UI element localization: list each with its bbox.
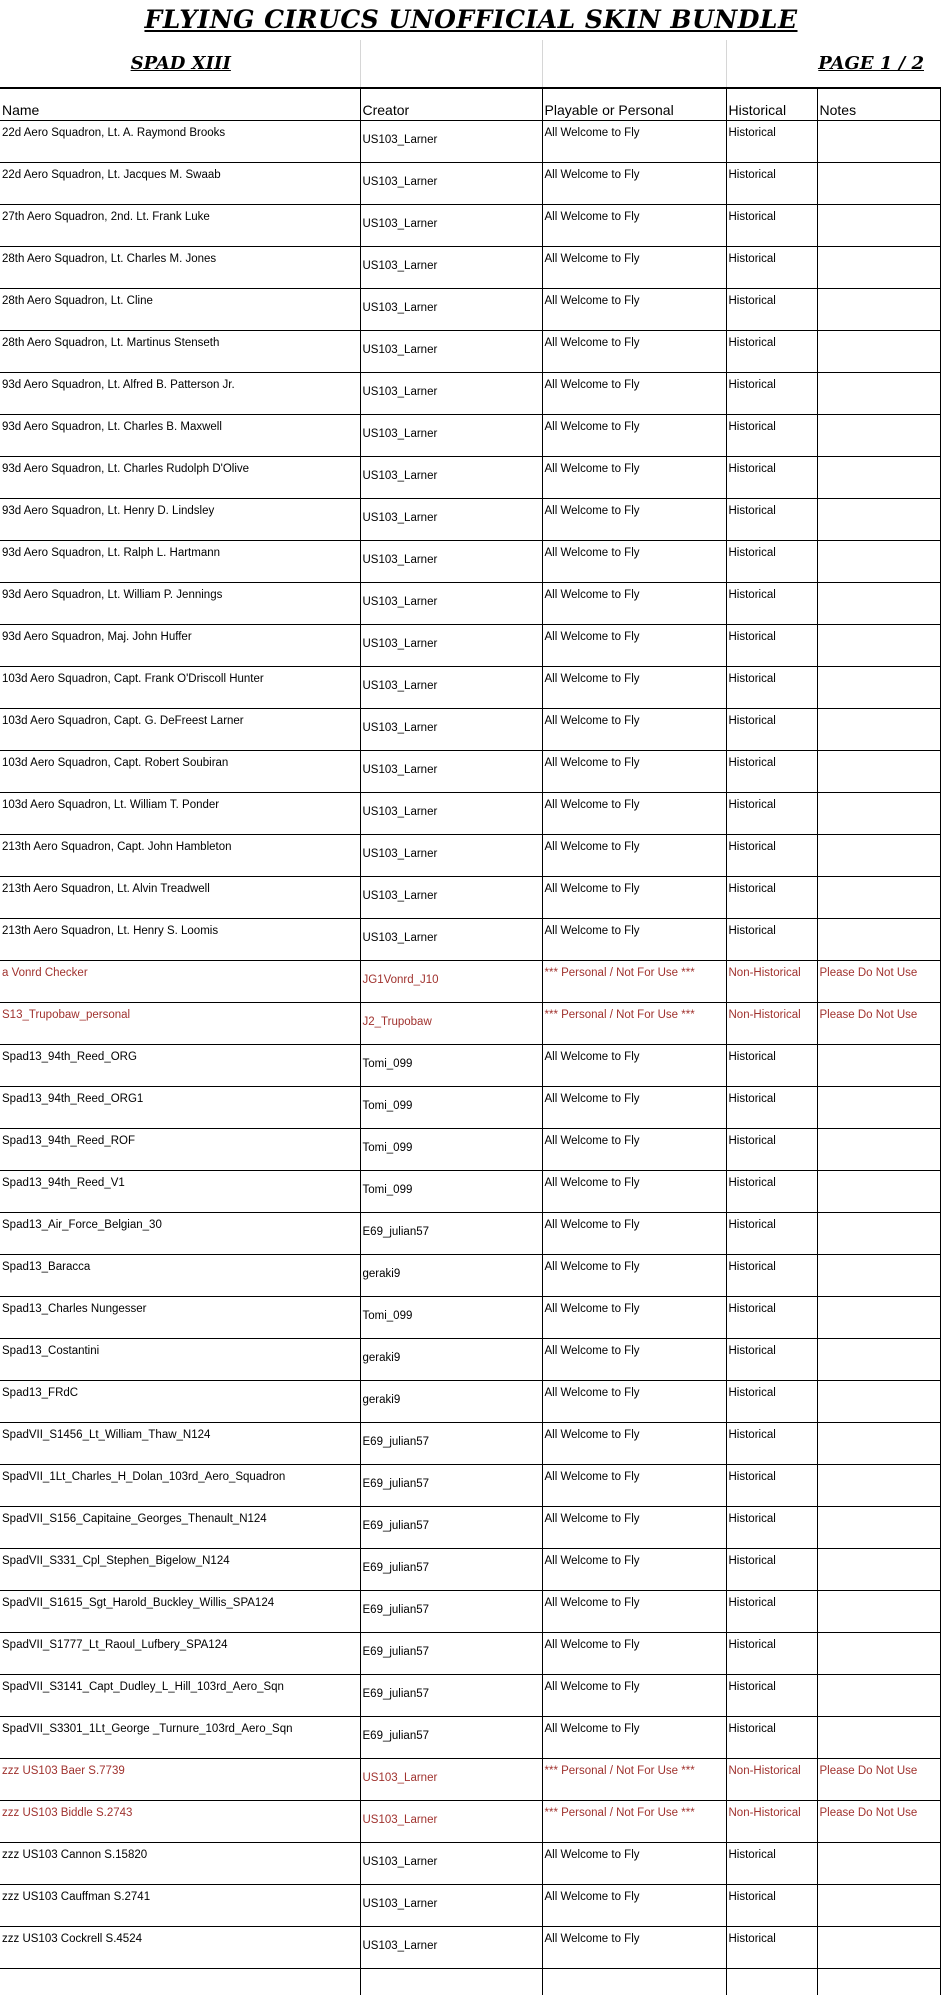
cell-creator: E69_julian57	[360, 1633, 542, 1675]
cell-notes	[817, 457, 940, 499]
cell-notes	[817, 1591, 940, 1633]
table-row	[0, 961, 940, 1003]
cell-notes	[817, 877, 940, 919]
cell-playable: All Welcome to Fly	[542, 751, 726, 793]
table-row	[0, 1297, 940, 1339]
cell-notes	[817, 667, 940, 709]
cell-notes	[817, 793, 940, 835]
cell-historical: Historical	[726, 1927, 817, 1969]
cell-playable: *** Personal / Not For Use ***	[542, 1003, 726, 1045]
cell-historical: Historical	[726, 1129, 817, 1171]
table-row	[0, 1339, 940, 1381]
cell-historical: Historical	[726, 541, 817, 583]
cell-playable: All Welcome to Fly	[542, 667, 726, 709]
cell-historical: Non-Historical	[726, 961, 817, 1003]
cell-notes	[817, 835, 940, 877]
cell-notes	[817, 1717, 940, 1759]
cell-notes	[817, 583, 940, 625]
cell-playable: All Welcome to Fly	[542, 835, 726, 877]
empty-row	[0, 1969, 940, 1995]
cell-name: zzz US103 Cannon S.15820	[0, 1843, 360, 1885]
table-row	[0, 877, 940, 919]
table-row	[0, 1423, 940, 1465]
column-header-historical: Historical	[726, 88, 817, 121]
cell-name: Spad13_94th_Reed_ROF	[0, 1129, 360, 1171]
cell-creator: US103_Larner	[360, 919, 542, 961]
table-row	[0, 373, 940, 415]
cell-creator: E69_julian57	[360, 1423, 542, 1465]
cell-notes	[817, 1843, 940, 1885]
cell-historical: Historical	[726, 709, 817, 751]
cell-playable: All Welcome to Fly	[542, 499, 726, 541]
cell-playable: All Welcome to Fly	[542, 583, 726, 625]
cell-playable: All Welcome to Fly	[542, 541, 726, 583]
cell-historical: Historical	[726, 1549, 817, 1591]
cell-playable: All Welcome to Fly	[542, 1381, 726, 1423]
cell-historical: Historical	[726, 1255, 817, 1297]
cell-creator: geraki9	[360, 1381, 542, 1423]
cell-historical: Historical	[726, 1423, 817, 1465]
cell-notes	[817, 541, 940, 583]
table-row	[0, 1843, 940, 1885]
cell-notes	[817, 709, 940, 751]
table-row	[0, 1759, 940, 1801]
cell-historical: Historical	[726, 247, 817, 289]
cell-historical: Historical	[726, 919, 817, 961]
cell-notes	[817, 1885, 940, 1927]
cell-historical: Historical	[726, 583, 817, 625]
empty-cell	[817, 1969, 940, 1995]
column-header-playable: Playable or Personal	[542, 88, 726, 121]
cell-historical: Historical	[726, 1591, 817, 1633]
cell-notes	[817, 1297, 940, 1339]
cell-creator: US103_Larner	[360, 415, 542, 457]
cell-creator: E69_julian57	[360, 1213, 542, 1255]
table-row	[0, 1213, 940, 1255]
cell-name: 93d Aero Squadron, Lt. Ralph L. Hartmann	[0, 541, 360, 583]
cell-notes	[817, 247, 940, 289]
cell-name: SpadVII_S1456_Lt_William_Thaw_N124	[0, 1423, 360, 1465]
subheader-row	[0, 40, 940, 88]
cell-playable: All Welcome to Fly	[542, 1087, 726, 1129]
cell-playable: All Welcome to Fly	[542, 1129, 726, 1171]
cell-historical: Historical	[726, 1885, 817, 1927]
cell-name: 213th Aero Squadron, Lt. Henry S. Loomis	[0, 919, 360, 961]
cell-historical: Historical	[726, 751, 817, 793]
cell-name: SpadVII_S1615_Sgt_Harold_Buckley_Willis_SPA124	[0, 1591, 360, 1633]
table-row	[0, 1255, 940, 1297]
cell-playable: All Welcome to Fly	[542, 877, 726, 919]
table-row	[0, 541, 940, 583]
cell-playable: All Welcome to Fly	[542, 1675, 726, 1717]
cell-playable: All Welcome to Fly	[542, 289, 726, 331]
cell-name: 22d Aero Squadron, Lt. A. Raymond Brooks	[0, 121, 360, 163]
table-row	[0, 1675, 940, 1717]
subheader-blank	[542, 40, 726, 88]
cell-creator: E69_julian57	[360, 1507, 542, 1549]
table-row	[0, 205, 940, 247]
cell-creator: US103_Larner	[360, 625, 542, 667]
cell-creator: E69_julian57	[360, 1549, 542, 1591]
cell-playable: All Welcome to Fly	[542, 709, 726, 751]
cell-playable: All Welcome to Fly	[542, 1045, 726, 1087]
cell-playable: All Welcome to Fly	[542, 1255, 726, 1297]
cell-playable: All Welcome to Fly	[542, 1423, 726, 1465]
cell-historical: Historical	[726, 1381, 817, 1423]
cell-notes	[817, 1927, 940, 1969]
cell-creator: Tomi_099	[360, 1087, 542, 1129]
cell-creator: geraki9	[360, 1339, 542, 1381]
cell-name: 93d Aero Squadron, Lt. Charles Rudolph D'Olive	[0, 457, 360, 499]
cell-playable: All Welcome to Fly	[542, 1549, 726, 1591]
cell-playable: All Welcome to Fly	[542, 163, 726, 205]
cell-historical: Historical	[726, 1465, 817, 1507]
table-row	[0, 793, 940, 835]
table-row	[0, 163, 940, 205]
cell-notes	[817, 205, 940, 247]
cell-creator: US103_Larner	[360, 331, 542, 373]
cell-name: Spad13_Baracca	[0, 1255, 360, 1297]
table-row	[0, 1717, 940, 1759]
cell-notes: Please Do Not Use	[817, 1801, 940, 1843]
cell-name: 213th Aero Squadron, Capt. John Hambleton	[0, 835, 360, 877]
cell-historical: Historical	[726, 625, 817, 667]
cell-notes	[817, 415, 940, 457]
cell-notes	[817, 625, 940, 667]
cell-notes	[817, 1045, 940, 1087]
cell-notes	[817, 121, 940, 163]
column-header-creator: Creator	[360, 88, 542, 121]
cell-creator: US103_Larner	[360, 793, 542, 835]
table-row	[0, 709, 940, 751]
cell-playable: All Welcome to Fly	[542, 457, 726, 499]
cell-creator: US103_Larner	[360, 247, 542, 289]
cell-historical: Historical	[726, 1045, 817, 1087]
cell-historical: Historical	[726, 1633, 817, 1675]
table-row	[0, 583, 940, 625]
cell-notes	[817, 331, 940, 373]
cell-historical: Non-Historical	[726, 1003, 817, 1045]
cell-creator: US103_Larner	[360, 1927, 542, 1969]
cell-creator: E69_julian57	[360, 1591, 542, 1633]
cell-name: zzz US103 Cockrell S.4524	[0, 1927, 360, 1969]
cell-name: Spad13_94th_Reed_V1	[0, 1171, 360, 1213]
cell-playable: All Welcome to Fly	[542, 919, 726, 961]
cell-historical: Historical	[726, 1297, 817, 1339]
table-row	[0, 415, 940, 457]
cell-notes	[817, 373, 940, 415]
table-row	[0, 919, 940, 961]
cell-historical: Historical	[726, 667, 817, 709]
column-header-row	[0, 88, 940, 121]
cell-name: SpadVII_S1777_Lt_Raoul_Lufbery_SPA124	[0, 1633, 360, 1675]
cell-historical: Historical	[726, 1507, 817, 1549]
cell-name: zzz US103 Biddle S.2743	[0, 1801, 360, 1843]
table-row	[0, 835, 940, 877]
cell-historical: Historical	[726, 1087, 817, 1129]
cell-notes	[817, 1381, 940, 1423]
cell-notes	[817, 1129, 940, 1171]
cell-playable: All Welcome to Fly	[542, 625, 726, 667]
cell-creator: US103_Larner	[360, 289, 542, 331]
table-row	[0, 625, 940, 667]
cell-name: Spad13_FRdC	[0, 1381, 360, 1423]
cell-creator: US103_Larner	[360, 1759, 542, 1801]
cell-playable: All Welcome to Fly	[542, 1507, 726, 1549]
cell-name: Spad13_94th_Reed_ORG	[0, 1045, 360, 1087]
cell-name: zzz US103 Cauffman S.2741	[0, 1885, 360, 1927]
cell-historical: Historical	[726, 373, 817, 415]
cell-creator: Tomi_099	[360, 1129, 542, 1171]
table-row	[0, 247, 940, 289]
table-row	[0, 1003, 940, 1045]
cell-notes	[817, 1339, 940, 1381]
cell-name: SpadVII_1Lt_Charles_H_Dolan_103rd_Aero_Squadron	[0, 1465, 360, 1507]
page-indicator: PAGE 1 / 2	[726, 40, 940, 88]
cell-playable: All Welcome to Fly	[542, 1633, 726, 1675]
empty-cell	[360, 1969, 542, 1995]
table-row	[0, 1633, 940, 1675]
cell-name: Spad13_Air_Force_Belgian_30	[0, 1213, 360, 1255]
cell-creator: US103_Larner	[360, 1843, 542, 1885]
cell-name: a Vonrd Checker	[0, 961, 360, 1003]
cell-playable: All Welcome to Fly	[542, 1843, 726, 1885]
cell-playable: *** Personal / Not For Use ***	[542, 1759, 726, 1801]
cell-notes	[817, 1507, 940, 1549]
cell-playable: All Welcome to Fly	[542, 1213, 726, 1255]
cell-notes	[817, 1633, 940, 1675]
cell-creator: US103_Larner	[360, 583, 542, 625]
cell-playable: All Welcome to Fly	[542, 205, 726, 247]
cell-name: Spad13_Costantini	[0, 1339, 360, 1381]
cell-notes	[817, 163, 940, 205]
cell-playable: All Welcome to Fly	[542, 1717, 726, 1759]
cell-notes	[817, 751, 940, 793]
cell-creator: US103_Larner	[360, 667, 542, 709]
table-row	[0, 1465, 940, 1507]
cell-historical: Historical	[726, 1339, 817, 1381]
cell-name: 93d Aero Squadron, Maj. John Huffer	[0, 625, 360, 667]
cell-notes	[817, 289, 940, 331]
cell-historical: Historical	[726, 835, 817, 877]
cell-name: 27th Aero Squadron, 2nd. Lt. Frank Luke	[0, 205, 360, 247]
cell-creator: Tomi_099	[360, 1297, 542, 1339]
cell-historical: Historical	[726, 877, 817, 919]
cell-name: 93d Aero Squadron, Lt. Henry D. Lindsley	[0, 499, 360, 541]
table-row	[0, 1549, 940, 1591]
cell-playable: All Welcome to Fly	[542, 793, 726, 835]
cell-historical: Non-Historical	[726, 1801, 817, 1843]
cell-historical: Historical	[726, 1717, 817, 1759]
cell-name: SpadVII_S3301_1Lt_George _Turnure_103rd_Aero_Sqn	[0, 1717, 360, 1759]
cell-creator: US103_Larner	[360, 835, 542, 877]
cell-name: 22d Aero Squadron, Lt. Jacques M. Swaab	[0, 163, 360, 205]
cell-notes	[817, 1423, 940, 1465]
cell-playable: All Welcome to Fly	[542, 1339, 726, 1381]
cell-notes	[817, 499, 940, 541]
cell-creator: US103_Larner	[360, 163, 542, 205]
cell-playable: All Welcome to Fly	[542, 1885, 726, 1927]
cell-historical: Historical	[726, 121, 817, 163]
table-row	[0, 751, 940, 793]
table-row	[0, 1171, 940, 1213]
cell-notes	[817, 1675, 940, 1717]
cell-creator: US103_Larner	[360, 121, 542, 163]
cell-historical: Historical	[726, 163, 817, 205]
cell-creator: US103_Larner	[360, 709, 542, 751]
cell-name: 103d Aero Squadron, Lt. William T. Ponder	[0, 793, 360, 835]
table-row	[0, 499, 940, 541]
cell-notes	[817, 1171, 940, 1213]
cell-playable: All Welcome to Fly	[542, 415, 726, 457]
cell-creator: JG1Vonrd_J10	[360, 961, 542, 1003]
cell-notes: Please Do Not Use	[817, 961, 940, 1003]
table-row	[0, 1927, 940, 1969]
cell-name: S13_Trupobaw_personal	[0, 1003, 360, 1045]
cell-name: 28th Aero Squadron, Lt. Cline	[0, 289, 360, 331]
table-row	[0, 289, 940, 331]
cell-creator: Tomi_099	[360, 1045, 542, 1087]
cell-creator: geraki9	[360, 1255, 542, 1297]
cell-creator: US103_Larner	[360, 373, 542, 415]
cell-name: 103d Aero Squadron, Capt. Frank O'Driscoll Hunter	[0, 667, 360, 709]
cell-notes	[817, 1549, 940, 1591]
empty-cell	[542, 1969, 726, 1995]
cell-notes	[817, 919, 940, 961]
empty-cell	[0, 1969, 360, 1995]
cell-creator: US103_Larner	[360, 205, 542, 247]
cell-playable: All Welcome to Fly	[542, 121, 726, 163]
cell-playable: All Welcome to Fly	[542, 331, 726, 373]
table-row	[0, 1045, 940, 1087]
cell-historical: Historical	[726, 1213, 817, 1255]
cell-name: Spad13_94th_Reed_ORG1	[0, 1087, 360, 1129]
cell-creator: US103_Larner	[360, 1801, 542, 1843]
cell-notes	[817, 1087, 940, 1129]
cell-playable: All Welcome to Fly	[542, 1465, 726, 1507]
cell-creator: US103_Larner	[360, 1885, 542, 1927]
cell-name: zzz US103 Baer S.7739	[0, 1759, 360, 1801]
cell-creator: E69_julian57	[360, 1717, 542, 1759]
cell-name: 93d Aero Squadron, Lt. Charles B. Maxwell	[0, 415, 360, 457]
cell-notes	[817, 1465, 940, 1507]
table-row	[0, 457, 940, 499]
cell-playable: All Welcome to Fly	[542, 1591, 726, 1633]
cell-creator: US103_Larner	[360, 751, 542, 793]
cell-name: SpadVII_S3141_Capt_Dudley_L_Hill_103rd_Aero_Sqn	[0, 1675, 360, 1717]
cell-name: 28th Aero Squadron, Lt. Charles M. Jones	[0, 247, 360, 289]
cell-creator: US103_Larner	[360, 877, 542, 919]
cell-creator: US103_Larner	[360, 499, 542, 541]
cell-historical: Historical	[726, 331, 817, 373]
cell-creator: E69_julian57	[360, 1465, 542, 1507]
table-row	[0, 1507, 940, 1549]
cell-historical: Historical	[726, 205, 817, 247]
cell-playable: All Welcome to Fly	[542, 1297, 726, 1339]
cell-name: 103d Aero Squadron, Capt. G. DeFreest Larner	[0, 709, 360, 751]
table-row	[0, 1087, 940, 1129]
column-header-notes: Notes	[817, 88, 940, 121]
empty-cell	[726, 1969, 817, 1995]
document-title: FLYING CIRUCS UNOFFICIAL SKIN BUNDLE	[0, 0, 942, 40]
cell-name: SpadVII_S156_Capitaine_Georges_Thenault_N124	[0, 1507, 360, 1549]
plane-title: SPAD XIII	[0, 40, 360, 88]
cell-historical: Historical	[726, 1843, 817, 1885]
cell-notes: Please Do Not Use	[817, 1759, 940, 1801]
table-row	[0, 331, 940, 373]
cell-name: 28th Aero Squadron, Lt. Martinus Stenseth	[0, 331, 360, 373]
table-row	[0, 1129, 940, 1171]
table-row	[0, 667, 940, 709]
subheader-blank	[360, 40, 542, 88]
cell-name: 103d Aero Squadron, Capt. Robert Soubiran	[0, 751, 360, 793]
cell-playable: All Welcome to Fly	[542, 1927, 726, 1969]
cell-notes: Please Do Not Use	[817, 1003, 940, 1045]
table-row	[0, 1591, 940, 1633]
cell-name: 93d Aero Squadron, Lt. William P. Jennings	[0, 583, 360, 625]
cell-notes	[817, 1213, 940, 1255]
cell-notes	[817, 1255, 940, 1297]
cell-historical: Historical	[726, 1171, 817, 1213]
cell-historical: Historical	[726, 289, 817, 331]
cell-playable: All Welcome to Fly	[542, 247, 726, 289]
table-row	[0, 1381, 940, 1423]
cell-creator: J2_Trupobaw	[360, 1003, 542, 1045]
table-row	[0, 1801, 940, 1843]
table-row	[0, 121, 940, 163]
cell-creator: Tomi_099	[360, 1171, 542, 1213]
column-header-name: Name	[0, 88, 360, 121]
cell-playable: All Welcome to Fly	[542, 1171, 726, 1213]
table-row	[0, 1885, 940, 1927]
cell-playable: All Welcome to Fly	[542, 373, 726, 415]
cell-creator: E69_julian57	[360, 1675, 542, 1717]
cell-name: 213th Aero Squadron, Lt. Alvin Treadwell	[0, 877, 360, 919]
cell-name: SpadVII_S331_Cpl_Stephen_Bigelow_N124	[0, 1549, 360, 1591]
cell-playable: *** Personal / Not For Use ***	[542, 961, 726, 1003]
cell-playable: *** Personal / Not For Use ***	[542, 1801, 726, 1843]
cell-historical: Historical	[726, 415, 817, 457]
cell-creator: US103_Larner	[360, 457, 542, 499]
skin-table	[0, 40, 941, 1995]
cell-historical: Historical	[726, 457, 817, 499]
cell-historical: Historical	[726, 499, 817, 541]
cell-name: 93d Aero Squadron, Lt. Alfred B. Patterson Jr.	[0, 373, 360, 415]
cell-name: Spad13_Charles Nungesser	[0, 1297, 360, 1339]
cell-historical: Historical	[726, 793, 817, 835]
cell-creator: US103_Larner	[360, 541, 542, 583]
cell-historical: Non-Historical	[726, 1759, 817, 1801]
cell-historical: Historical	[726, 1675, 817, 1717]
